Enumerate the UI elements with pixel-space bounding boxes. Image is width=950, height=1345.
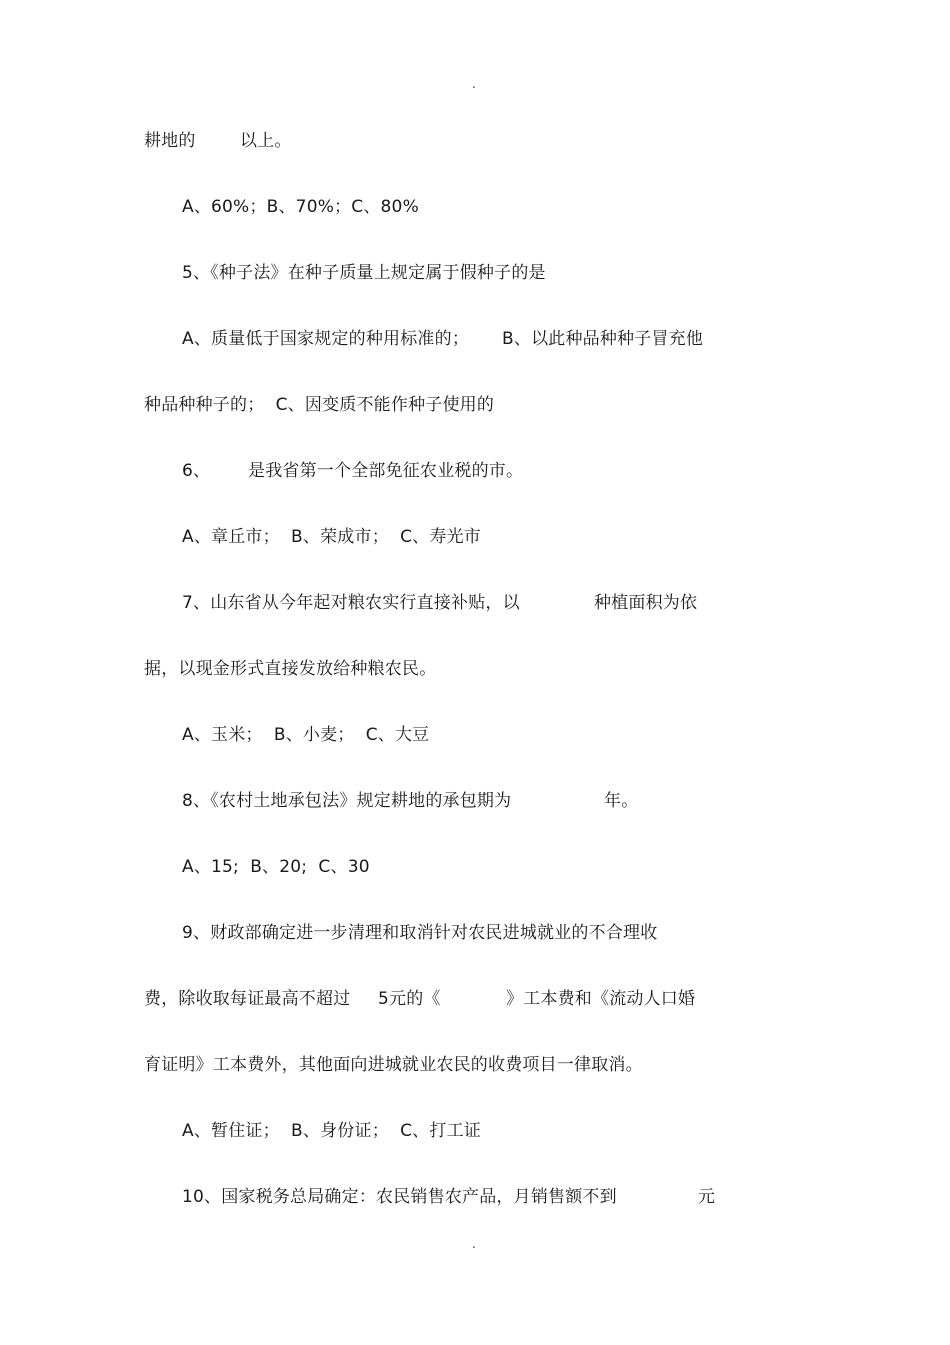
question-9: 9、财政部确定进一步清理和取消针对农民进城就业的不合理收 [182, 923, 658, 943]
text-fragment: 6、 [182, 461, 211, 481]
text-fragment: 5元的《 [378, 989, 441, 1009]
text-fragment: A、质量低于国家规定的种用标准的； [182, 329, 470, 349]
text-line-12: A、15; B、20; C、30 [182, 857, 370, 877]
text-line-10: A、玉米； B、小麦； C、大豆 [182, 725, 430, 745]
text-line-2: A、60%；B、70%；C、80% [182, 197, 419, 217]
text-fragment: 元 [698, 1187, 716, 1207]
text-line-5: 种品种种子的； C、因变质不能作种子使用的 [144, 395, 495, 415]
text-line-7: A、章丘市； B、荣成市； C、寿光市 [182, 527, 481, 547]
question-6 [182, 460, 524, 526]
text-line-4 [182, 328, 704, 394]
text-fragment: 种植面积为依 [594, 593, 698, 613]
text-fragment: 10、国家税务总局确定：农民销售农产品，月销售额不到 [182, 1187, 617, 1207]
question-8 [182, 790, 639, 856]
text-fragment: 耕地的 [144, 131, 196, 151]
question-7 [182, 592, 698, 658]
text-line-1 [144, 130, 292, 196]
text-fragment: B、以此种品种种子冒充他 [502, 329, 704, 349]
question-10 [182, 1186, 716, 1252]
text-line-9: 据，以现金形式直接发放给种粮农民。 [144, 659, 437, 679]
footer-dot: . [472, 1237, 476, 1251]
text-fragment: 年。 [604, 791, 639, 811]
text-fragment: 以上。 [240, 131, 292, 151]
text-fragment: 8、《农村土地承包法》规定耕地的承包期为 [182, 791, 512, 811]
text-fragment: 》工本费和《流动人口婚 [506, 989, 696, 1009]
text-fragment: 7、山东省从今年起对粮农实行直接补贴，以 [182, 593, 520, 613]
text-fragment: 是我省第一个全部免征农业税的市。 [248, 461, 524, 481]
header-dot: . [472, 77, 476, 91]
text-line-15: 育证明》工本费外，其他面向进城就业农民的收费项目一律取消。 [144, 1055, 643, 1075]
text-fragment: 费，除收取每证最高不超过 [144, 989, 351, 1009]
text-line-16: A、暂住证； B、身份证； C、打工证 [182, 1121, 481, 1141]
question-5: 5、《种子法》在种子质量上规定属于假种子的是 [182, 263, 546, 283]
